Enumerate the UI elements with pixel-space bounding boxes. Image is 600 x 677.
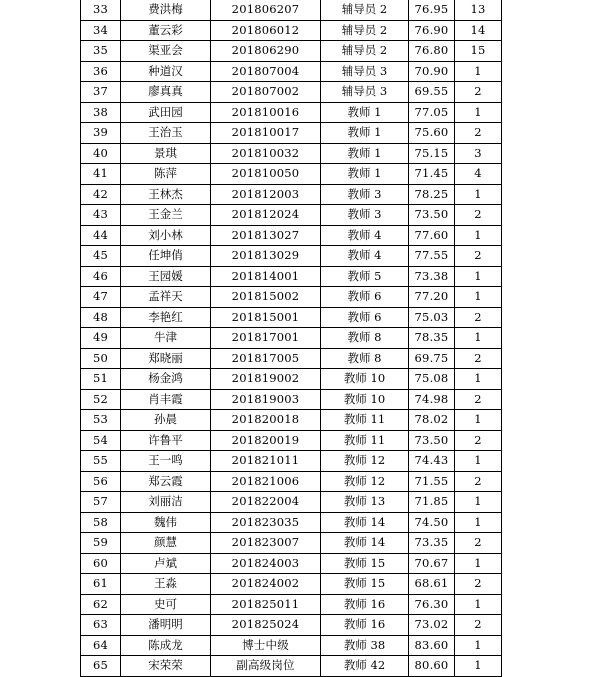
rank-cell: 1	[455, 328, 502, 349]
name-cell: 卢斌	[121, 553, 211, 574]
table-row	[81, 164, 502, 185]
rank-cell: 1	[455, 410, 502, 431]
row-number-cell: 63	[81, 615, 121, 636]
row-number-cell: 56	[81, 471, 121, 492]
row-number-cell: 52	[81, 389, 121, 410]
score-cell: 71.55	[409, 471, 455, 492]
position-cell: 教师 16	[321, 594, 409, 615]
name-cell: 郑晓丽	[121, 348, 211, 369]
row-number-cell: 65	[81, 656, 121, 677]
candidate-id-cell: 201825011	[211, 594, 321, 615]
candidate-id-cell: 201813027	[211, 225, 321, 246]
position-cell: 教师 8	[321, 328, 409, 349]
table-row	[81, 512, 502, 533]
score-cell: 75.15	[409, 143, 455, 164]
row-number-cell: 33	[81, 0, 121, 20]
name-cell: 陈成龙	[121, 635, 211, 656]
rank-cell: 2	[455, 307, 502, 328]
rank-cell: 1	[455, 369, 502, 390]
table-row	[81, 82, 502, 103]
table-row	[81, 205, 502, 226]
candidate-id-cell: 201806012	[211, 20, 321, 41]
name-cell: 武田园	[121, 102, 211, 123]
candidate-id-cell: 201812024	[211, 205, 321, 226]
table-row	[81, 102, 502, 123]
table-row	[81, 553, 502, 574]
candidate-id-cell: 副高级岗位	[211, 656, 321, 677]
score-cell: 83.60	[409, 635, 455, 656]
rank-cell: 3	[455, 143, 502, 164]
candidate-id-cell: 201823035	[211, 512, 321, 533]
row-number-cell: 49	[81, 328, 121, 349]
score-cell: 78.02	[409, 410, 455, 431]
rank-cell: 14	[455, 20, 502, 41]
rank-cell: 2	[455, 82, 502, 103]
row-number-cell: 40	[81, 143, 121, 164]
table-row	[81, 451, 502, 472]
row-number-cell: 46	[81, 266, 121, 287]
name-cell: 王治玉	[121, 123, 211, 144]
results-table	[80, 0, 502, 677]
position-cell: 教师 6	[321, 287, 409, 308]
candidate-id-cell: 201824003	[211, 553, 321, 574]
rank-cell: 2	[455, 348, 502, 369]
score-cell: 73.38	[409, 266, 455, 287]
position-cell: 教师 15	[321, 553, 409, 574]
name-cell: 陈萍	[121, 164, 211, 185]
table-row	[81, 225, 502, 246]
candidate-id-cell: 201820019	[211, 430, 321, 451]
position-cell: 教师 4	[321, 225, 409, 246]
name-cell: 宋荣荣	[121, 656, 211, 677]
table-row	[81, 430, 502, 451]
position-cell: 教师 5	[321, 266, 409, 287]
position-cell: 辅导员 3	[321, 61, 409, 82]
name-cell: 潘明明	[121, 615, 211, 636]
name-cell: 郑云霞	[121, 471, 211, 492]
rank-cell: 1	[455, 102, 502, 123]
position-cell: 教师 16	[321, 615, 409, 636]
rank-cell: 1	[455, 184, 502, 205]
position-cell: 教师 14	[321, 512, 409, 533]
table-row	[81, 656, 502, 677]
table-row	[81, 410, 502, 431]
candidate-id-cell: 201819003	[211, 389, 321, 410]
rank-cell: 4	[455, 164, 502, 185]
rank-cell: 13	[455, 0, 502, 20]
candidate-id-cell: 201825024	[211, 615, 321, 636]
table-row	[81, 61, 502, 82]
rank-cell: 2	[455, 533, 502, 554]
row-number-cell: 34	[81, 20, 121, 41]
table-row	[81, 266, 502, 287]
row-number-cell: 53	[81, 410, 121, 431]
score-cell: 70.67	[409, 553, 455, 574]
name-cell: 任坤俏	[121, 246, 211, 267]
candidate-id-cell: 201810016	[211, 102, 321, 123]
row-number-cell: 64	[81, 635, 121, 656]
candidate-id-cell: 201810017	[211, 123, 321, 144]
position-cell: 教师 4	[321, 246, 409, 267]
row-number-cell: 57	[81, 492, 121, 513]
candidate-id-cell: 201821011	[211, 451, 321, 472]
score-cell: 80.60	[409, 656, 455, 677]
name-cell: 刘丽洁	[121, 492, 211, 513]
score-cell: 78.35	[409, 328, 455, 349]
rank-cell: 2	[455, 246, 502, 267]
row-number-cell: 39	[81, 123, 121, 144]
table-row	[81, 348, 502, 369]
position-cell: 教师 3	[321, 205, 409, 226]
candidate-id-cell: 201812003	[211, 184, 321, 205]
table-row	[81, 615, 502, 636]
score-cell: 73.50	[409, 430, 455, 451]
row-number-cell: 62	[81, 594, 121, 615]
score-cell: 75.60	[409, 123, 455, 144]
position-cell: 教师 1	[321, 102, 409, 123]
table-row	[81, 389, 502, 410]
score-cell: 74.98	[409, 389, 455, 410]
row-number-cell: 61	[81, 574, 121, 595]
name-cell: 许鲁平	[121, 430, 211, 451]
candidate-id-cell: 201821006	[211, 471, 321, 492]
name-cell: 渠亚会	[121, 41, 211, 62]
candidate-id-cell: 201807002	[211, 82, 321, 103]
score-cell: 76.95	[409, 0, 455, 20]
position-cell: 教师 10	[321, 389, 409, 410]
row-number-cell: 50	[81, 348, 121, 369]
table-row	[81, 594, 502, 615]
results-table-body	[81, 0, 502, 676]
name-cell: 牛津	[121, 328, 211, 349]
rank-cell: 2	[455, 389, 502, 410]
position-cell: 辅导员 2	[321, 41, 409, 62]
candidate-id-cell: 201806207	[211, 0, 321, 20]
rank-cell: 1	[455, 512, 502, 533]
score-cell: 75.03	[409, 307, 455, 328]
row-number-cell: 54	[81, 430, 121, 451]
name-cell: 孟祥天	[121, 287, 211, 308]
name-cell: 王林杰	[121, 184, 211, 205]
position-cell: 教师 1	[321, 164, 409, 185]
rank-cell: 1	[455, 266, 502, 287]
row-number-cell: 41	[81, 164, 121, 185]
name-cell: 孙晨	[121, 410, 211, 431]
name-cell: 廖真真	[121, 82, 211, 103]
table-row	[81, 635, 502, 656]
rank-cell: 15	[455, 41, 502, 62]
position-cell: 教师 1	[321, 143, 409, 164]
score-cell: 76.30	[409, 594, 455, 615]
name-cell: 王一鸣	[121, 451, 211, 472]
rank-cell: 2	[455, 471, 502, 492]
row-number-cell: 35	[81, 41, 121, 62]
candidate-id-cell: 201815001	[211, 307, 321, 328]
table-row	[81, 492, 502, 513]
name-cell: 刘小林	[121, 225, 211, 246]
rank-cell: 2	[455, 430, 502, 451]
table-row	[81, 143, 502, 164]
position-cell: 教师 1	[321, 123, 409, 144]
position-cell: 辅导员 3	[321, 82, 409, 103]
score-cell: 77.05	[409, 102, 455, 123]
score-cell: 69.75	[409, 348, 455, 369]
row-number-cell: 45	[81, 246, 121, 267]
rank-cell: 2	[455, 574, 502, 595]
name-cell: 杨金鸿	[121, 369, 211, 390]
table-row	[81, 287, 502, 308]
name-cell: 王金兰	[121, 205, 211, 226]
row-number-cell: 58	[81, 512, 121, 533]
name-cell: 颜慧	[121, 533, 211, 554]
rank-cell: 1	[455, 61, 502, 82]
score-cell: 76.90	[409, 20, 455, 41]
score-cell: 78.25	[409, 184, 455, 205]
rank-cell: 1	[455, 287, 502, 308]
position-cell: 辅导员 2	[321, 20, 409, 41]
position-cell: 教师 12	[321, 451, 409, 472]
candidate-id-cell: 201817005	[211, 348, 321, 369]
score-cell: 70.90	[409, 61, 455, 82]
row-number-cell: 36	[81, 61, 121, 82]
score-cell: 75.08	[409, 369, 455, 390]
position-cell: 教师 42	[321, 656, 409, 677]
name-cell: 魏伟	[121, 512, 211, 533]
row-number-cell: 42	[81, 184, 121, 205]
score-cell: 74.50	[409, 512, 455, 533]
score-cell: 74.43	[409, 451, 455, 472]
table-row	[81, 328, 502, 349]
table-row	[81, 20, 502, 41]
score-cell: 77.60	[409, 225, 455, 246]
name-cell: 董云彩	[121, 20, 211, 41]
score-cell: 76.80	[409, 41, 455, 62]
candidate-id-cell: 201806290	[211, 41, 321, 62]
row-number-cell: 43	[81, 205, 121, 226]
name-cell: 史可	[121, 594, 211, 615]
candidate-id-cell: 201813029	[211, 246, 321, 267]
candidate-id-cell: 博士中级	[211, 635, 321, 656]
candidate-id-cell: 201822004	[211, 492, 321, 513]
position-cell: 教师 10	[321, 369, 409, 390]
table-row	[81, 369, 502, 390]
position-cell: 教师 8	[321, 348, 409, 369]
position-cell: 教师 3	[321, 184, 409, 205]
table-row	[81, 246, 502, 267]
score-cell: 73.02	[409, 615, 455, 636]
row-number-cell: 47	[81, 287, 121, 308]
candidate-id-cell: 201817001	[211, 328, 321, 349]
row-number-cell: 59	[81, 533, 121, 554]
table-row	[81, 0, 502, 20]
row-number-cell: 51	[81, 369, 121, 390]
position-cell: 教师 38	[321, 635, 409, 656]
candidate-id-cell: 201820018	[211, 410, 321, 431]
candidate-id-cell: 201807004	[211, 61, 321, 82]
score-cell: 77.20	[409, 287, 455, 308]
position-cell: 教师 6	[321, 307, 409, 328]
name-cell: 王园媛	[121, 266, 211, 287]
rank-cell: 1	[455, 492, 502, 513]
name-cell: 王淼	[121, 574, 211, 595]
rank-cell: 2	[455, 123, 502, 144]
table-row	[81, 533, 502, 554]
name-cell: 景琪	[121, 143, 211, 164]
row-number-cell: 48	[81, 307, 121, 328]
table-row	[81, 41, 502, 62]
score-cell: 73.50	[409, 205, 455, 226]
row-number-cell: 44	[81, 225, 121, 246]
row-number-cell: 38	[81, 102, 121, 123]
candidate-id-cell: 201810032	[211, 143, 321, 164]
name-cell: 肖丰霞	[121, 389, 211, 410]
score-cell: 77.55	[409, 246, 455, 267]
position-cell: 教师 12	[321, 471, 409, 492]
score-cell: 73.35	[409, 533, 455, 554]
rank-cell: 1	[455, 553, 502, 574]
candidate-id-cell: 201819002	[211, 369, 321, 390]
rank-cell: 1	[455, 451, 502, 472]
score-cell: 69.55	[409, 82, 455, 103]
candidate-id-cell: 201814001	[211, 266, 321, 287]
candidate-id-cell: 201823007	[211, 533, 321, 554]
rank-cell: 2	[455, 615, 502, 636]
row-number-cell: 55	[81, 451, 121, 472]
position-cell: 教师 15	[321, 574, 409, 595]
rank-cell: 1	[455, 225, 502, 246]
name-cell: 李艳红	[121, 307, 211, 328]
score-cell: 71.45	[409, 164, 455, 185]
name-cell: 费洪梅	[121, 0, 211, 20]
table-row	[81, 574, 502, 595]
position-cell: 教师 13	[321, 492, 409, 513]
position-cell: 辅导员 2	[321, 0, 409, 20]
score-cell: 68.61	[409, 574, 455, 595]
table-row	[81, 184, 502, 205]
position-cell: 教师 11	[321, 430, 409, 451]
table-row	[81, 307, 502, 328]
rank-cell: 2	[455, 205, 502, 226]
rank-cell: 1	[455, 594, 502, 615]
row-number-cell: 60	[81, 553, 121, 574]
rank-cell: 1	[455, 656, 502, 677]
position-cell: 教师 14	[321, 533, 409, 554]
rank-cell: 1	[455, 635, 502, 656]
name-cell: 种道汉	[121, 61, 211, 82]
table-row	[81, 471, 502, 492]
score-cell: 71.85	[409, 492, 455, 513]
candidate-id-cell: 201815002	[211, 287, 321, 308]
table-row	[81, 123, 502, 144]
candidate-id-cell: 201810050	[211, 164, 321, 185]
row-number-cell: 37	[81, 82, 121, 103]
position-cell: 教师 11	[321, 410, 409, 431]
candidate-id-cell: 201824002	[211, 574, 321, 595]
